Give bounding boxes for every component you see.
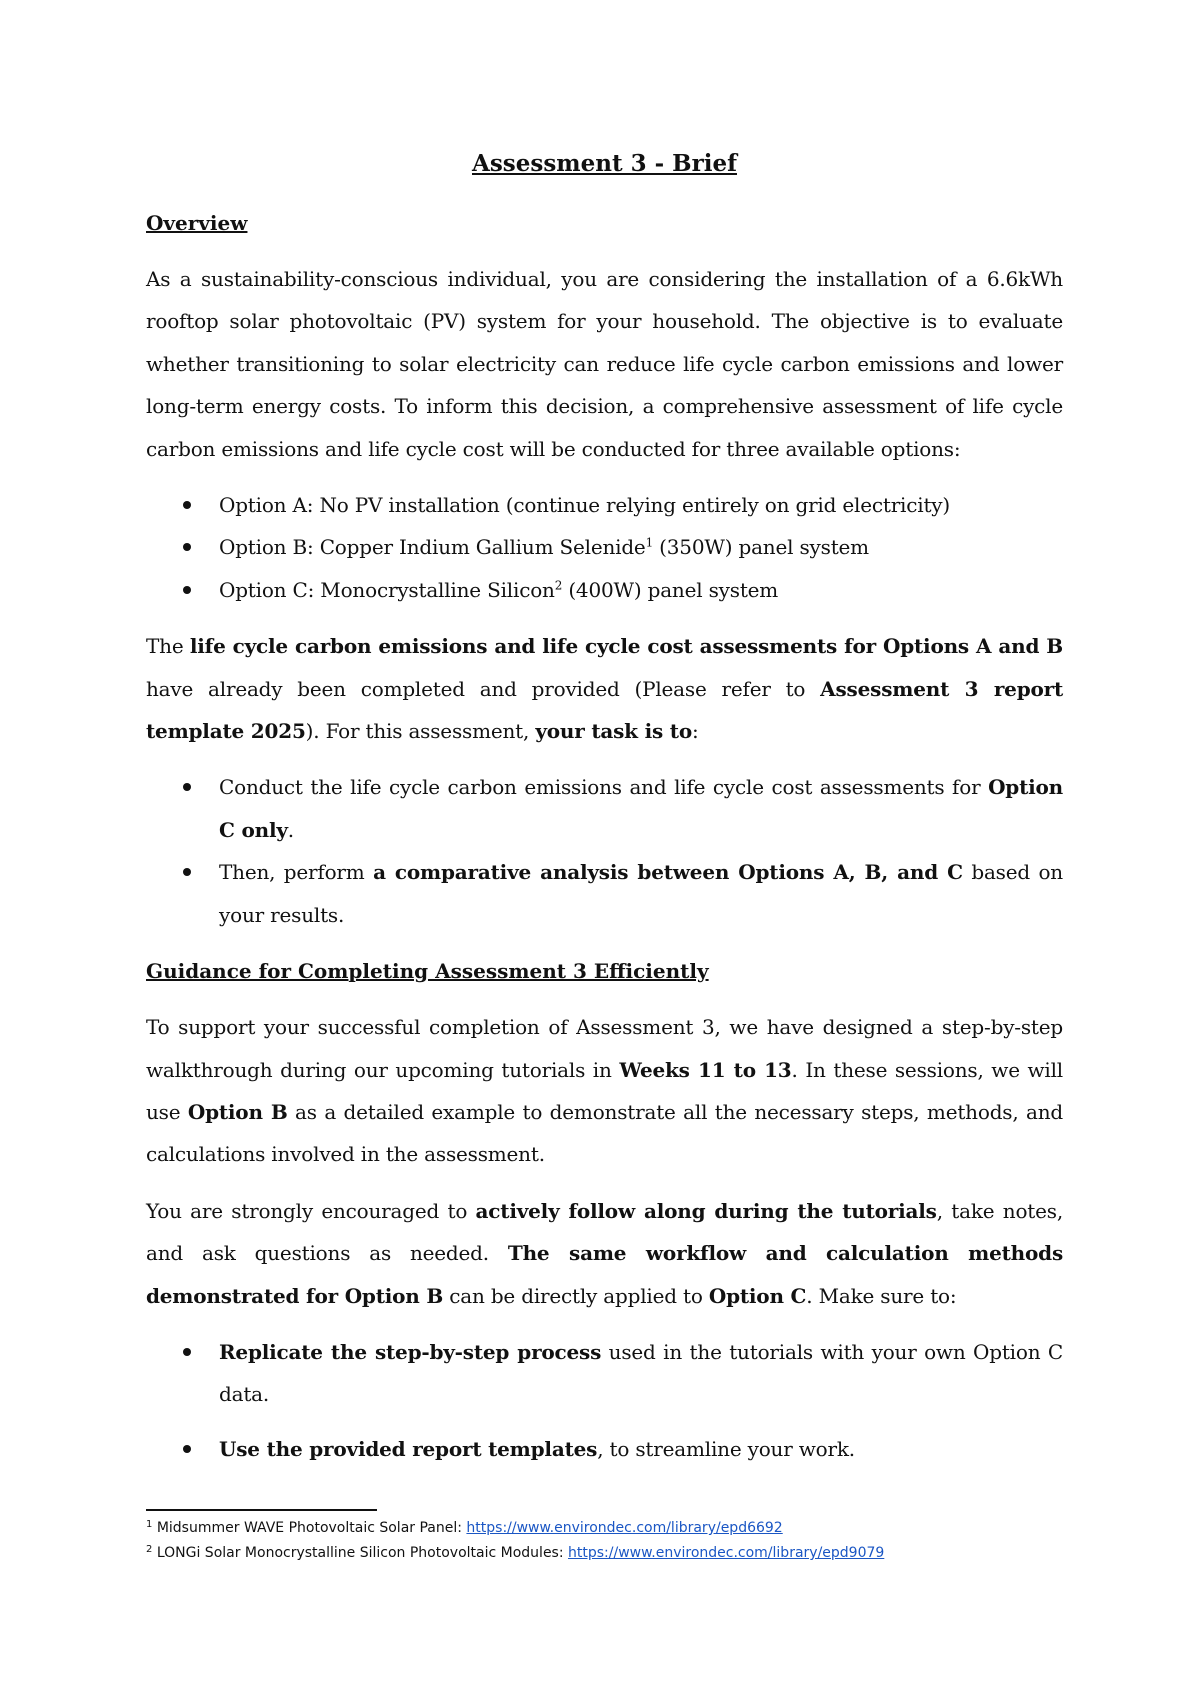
overview-heading: Overview bbox=[146, 211, 248, 235]
task-paragraph: The life cycle carbon emissions and life cycle cost assessments for Options A and B have already been completed and provided (Please refer to Assessment 3 report template 2025). For this assessment, your task is to: bbox=[146, 634, 1063, 744]
bullet-icon bbox=[183, 543, 191, 551]
guidance-list bbox=[146, 1331, 1063, 1470]
list-item-task-2: Then, perform a comparative analysis between Options A, B, and C based on your results. bbox=[146, 851, 1063, 936]
tasks-list bbox=[146, 766, 1063, 936]
bullet-icon bbox=[183, 1445, 191, 1453]
bullet-icon bbox=[183, 1348, 191, 1356]
bullet-icon bbox=[183, 501, 191, 509]
document-body bbox=[146, 140, 1063, 1470]
guidance-paragraph-2: You are strongly encouraged to actively follow along during the tutorials, take notes, and ask questions as needed. The same workflow and calculation methods demonstrated for Option B can be directly applied to Option C. Make sure to: bbox=[146, 1198, 1063, 1308]
list-item-option-c: Option C: Monocrystalline Silicon$^2$ (400W) panel system bbox=[146, 569, 1063, 611]
footnote-1: $^1$ Midsummer WAVE Photovoltaic Solar Panel: https://www.environdec.com/library/epd6692 bbox=[146, 1519, 783, 1536]
overview-paragraph: As a sustainability-conscious individual, you are considering the installation of a 6.6kWh rooftop solar photovoltaic (PV) system for your household. The objective is to evaluate whether transitioning to solar electricity can reduce life cycle carbon emissions and lower long-term energy costs. To inform this decision, a comprehensive assessment of life cycle carbon emissions and life cycle cost will be conducted for three available options: bbox=[146, 267, 1063, 461]
bullet-icon bbox=[183, 868, 191, 876]
footnotes bbox=[146, 1516, 1063, 1566]
footnote-1-link[interactable]: https://www.environdec.com/library/epd6692 bbox=[466, 1520, 783, 1536]
footnote-ref-1[interactable]: 1 bbox=[645, 535, 654, 550]
page-title: Assessment 3 - Brief bbox=[472, 150, 737, 177]
footnote-2: $^2$ LONGi Solar Monocrystalline Silicon Photovoltaic Modules: https://www.environdec.com/library/epd9079 bbox=[146, 1544, 885, 1561]
footnote-separator bbox=[146, 1509, 377, 1511]
guidance-heading: Guidance for Completing Assessment 3 Efficiently bbox=[146, 959, 709, 984]
list-item-task-1: Conduct the life cycle carbon emissions and life cycle cost assessments for Option C only. bbox=[146, 766, 1063, 851]
guidance-paragraph-1: To support your successful completion of Assessment 3, we have designed a step-by-step walkthrough during our upcoming tutorials in Weeks 11 to 13. In these sessions, we will use Option B as a detailed example to demonstrate all the necessary steps, methods, and calculations involved in the assessment. bbox=[146, 1015, 1064, 1167]
bullet-icon bbox=[183, 783, 191, 791]
bullet-icon bbox=[183, 586, 191, 594]
list-item-replicate: Replicate the step-by-step process used in the tutorials with your own Option C data. bbox=[146, 1331, 1063, 1416]
options-list bbox=[146, 484, 1063, 611]
list-item-templates: Use the provided report templates, to streamline your work. bbox=[146, 1428, 1063, 1470]
footnote-2-link[interactable]: https://www.environdec.com/library/epd9079 bbox=[568, 1545, 885, 1561]
list-item-option-a: Option A: No PV installation (continue relying entirely on grid electricity) bbox=[146, 484, 1063, 526]
footnote-ref-2[interactable]: 2 bbox=[554, 578, 563, 593]
list-item-option-b: Option B: Copper Indium Gallium Selenide$^1$ (350W) panel system bbox=[146, 526, 1063, 568]
